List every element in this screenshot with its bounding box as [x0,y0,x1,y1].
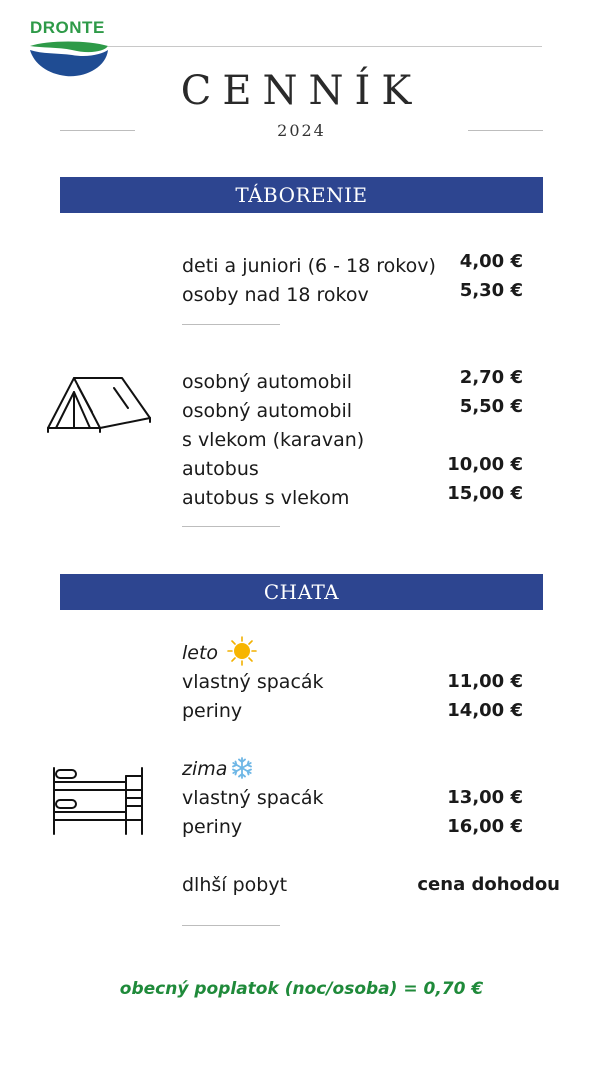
divider [182,526,280,527]
section-header-chata: CHATA [60,574,543,610]
price-label: osoby nad 18 rokov [182,284,369,306]
price-label: deti a juniori (6 - 18 rokov) [182,255,436,277]
price-value: 4,00 € [459,251,523,272]
sun-icon [227,636,257,666]
logo-text: DRONTE [30,18,105,37]
price-value: 5,30 € [459,280,523,301]
price-value: 13,00 € [447,787,523,808]
page-title: CENNÍK [180,68,423,114]
year: 2024 [277,121,326,140]
divider [182,925,280,926]
price-value: 15,00 € [447,483,523,504]
price-label: autobus [182,458,259,480]
price-label: osobný automobil [182,371,353,393]
header-rule [108,46,542,47]
price-label: vlastný spacák [182,671,324,693]
section-header-taborenie: TÁBORENIE [60,177,543,213]
price-label: vlastný spacák [182,787,324,809]
divider [182,324,280,325]
tent-icon [44,372,154,434]
municipal-fee-note: obecný poplatok (noc/osoba) = 0,70 € [119,979,484,999]
price-label: periny [182,700,243,722]
price-value: 11,00 € [447,671,523,692]
bunk-bed-icon [50,766,146,836]
price-label: s vlekom (karavan) [182,429,365,451]
price-value: 2,70 € [459,367,523,388]
price-value: cena dohodou [417,874,560,895]
season-title-leto: leto [182,642,219,664]
price-value: 10,00 € [447,454,523,475]
season-title-zima: zima [182,758,228,780]
price-label: dlhší pobyt [182,874,288,896]
price-value: 16,00 € [447,816,523,837]
price-value: 5,50 € [459,396,523,417]
price-label: autobus s vlekom [182,487,350,509]
price-label: periny [182,816,243,838]
snowflake-icon [230,756,254,780]
price-label: osobný automobil [182,400,353,422]
price-value: 14,00 € [447,700,523,721]
